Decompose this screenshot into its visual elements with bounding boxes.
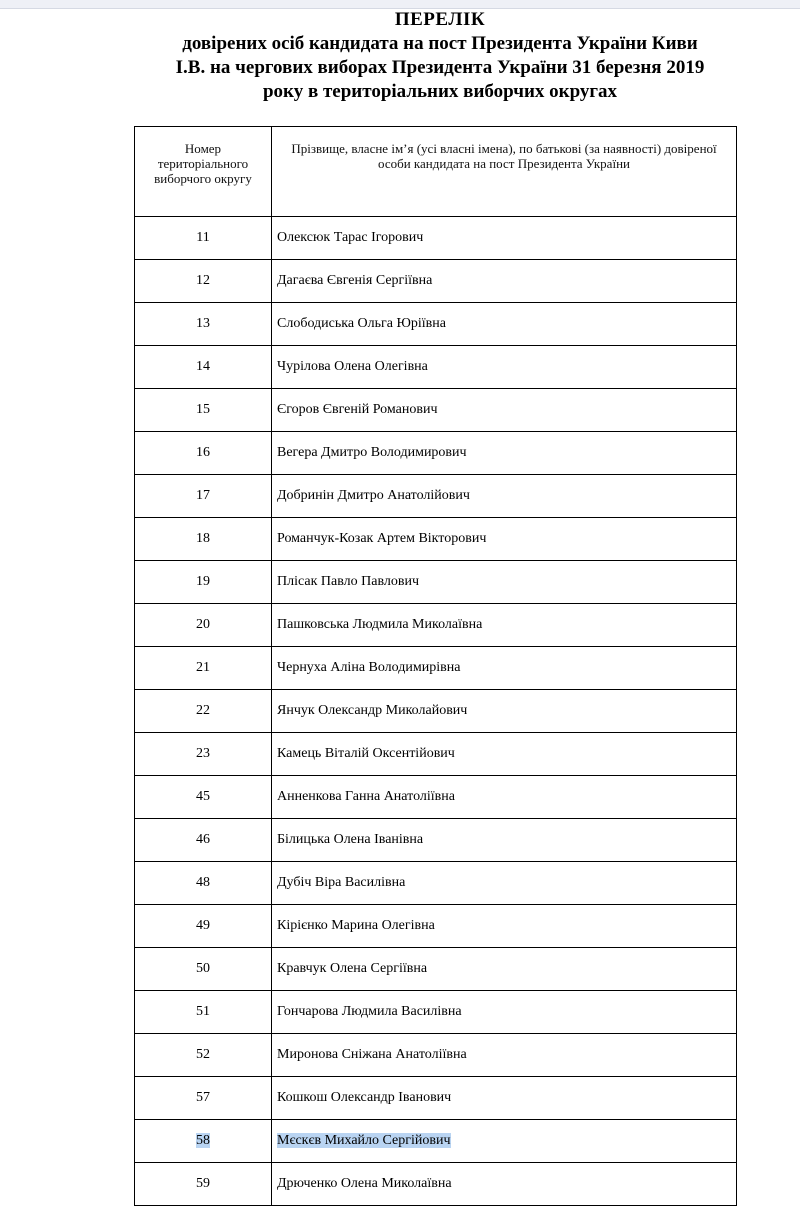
title-line-3: І.В. на чергових виборах Президента України 31 березня 2019	[175, 57, 705, 78]
trustee-name[interactable]: Кравчук Олена Сергіївна	[277, 961, 428, 976]
table-row	[135, 1120, 737, 1163]
trustee-name[interactable]: Романчук-Козак Артем Вікторович	[277, 531, 487, 546]
district-number[interactable]: 45	[196, 789, 210, 804]
district-number[interactable]: 23	[196, 746, 210, 761]
district-number[interactable]: 22	[196, 703, 210, 718]
district-number[interactable]: 20	[196, 617, 210, 632]
table-body	[135, 217, 737, 1206]
district-number[interactable]: 49	[196, 918, 210, 933]
district-number-cell	[135, 1077, 272, 1120]
document-title	[0, 8, 800, 104]
trustee-name[interactable]: Дубіч Віра Василівна	[277, 875, 406, 890]
table-row	[135, 690, 737, 733]
trustee-name[interactable]: Дрюченко Олена Миколаївна	[277, 1176, 452, 1191]
table-row	[135, 475, 737, 518]
district-number-cell	[135, 432, 272, 475]
trustee-name[interactable]: Чернуха Аліна Володимирівна	[277, 660, 461, 675]
trustee-name[interactable]: Добринін Дмитро Анатолійович	[277, 488, 470, 503]
trustee-name-cell	[272, 518, 737, 561]
title-line-1: ПЕРЕЛІК	[394, 9, 486, 30]
title-line-2: довірених осіб кандидата на пост Президента України Киви	[182, 33, 698, 54]
table-row	[135, 604, 737, 647]
table-row	[135, 518, 737, 561]
header-district-number: Номер територіального виборчого округу	[135, 127, 272, 217]
district-number[interactable]: 19	[196, 574, 210, 589]
table-header-row	[135, 127, 737, 217]
district-number[interactable]: 12	[196, 273, 210, 288]
district-number-cell	[135, 690, 272, 733]
table-row	[135, 991, 737, 1034]
trustee-name-cell	[272, 1034, 737, 1077]
table-row	[135, 389, 737, 432]
trustee-name[interactable]: Дагаєва Євгенія Сергіївна	[277, 273, 433, 288]
trustee-name-cell	[272, 690, 737, 733]
trustee-name-cell	[272, 303, 737, 346]
table-row	[135, 733, 737, 776]
table-row	[135, 862, 737, 905]
district-number[interactable]: 48	[196, 875, 210, 890]
table-row	[135, 1077, 737, 1120]
table-row	[135, 647, 737, 690]
district-number[interactable]: 21	[196, 660, 210, 675]
table-row	[135, 819, 737, 862]
district-number[interactable]: 52	[196, 1047, 210, 1062]
district-number-cell	[135, 733, 272, 776]
trustee-name[interactable]: Пашковська Людмила Миколаївна	[277, 617, 483, 632]
district-number[interactable]: 18	[196, 531, 210, 546]
trustee-name[interactable]: Слободиська Ольга Юріївна	[277, 316, 446, 331]
trustee-name[interactable]: Кошкош Олександр Іванович	[277, 1090, 452, 1105]
trustee-name-cell	[272, 1120, 737, 1163]
district-number[interactable]: 57	[196, 1090, 210, 1105]
district-number-cell	[135, 905, 272, 948]
trustees-table	[134, 126, 737, 1206]
table-row	[135, 905, 737, 948]
trustee-name-cell	[272, 432, 737, 475]
district-number-cell	[135, 948, 272, 991]
trustee-name[interactable]: Камець Віталій Оксентійович	[277, 746, 455, 761]
table-row	[135, 217, 737, 260]
trustee-name-cell	[272, 561, 737, 604]
table-row	[135, 303, 737, 346]
trustee-name[interactable]: Чурілова Олена Олегівна	[277, 359, 428, 374]
trustee-name[interactable]: Миронова Сніжана Анатоліївна	[277, 1047, 467, 1062]
district-number[interactable]: 15	[196, 402, 210, 417]
district-number-cell	[135, 260, 272, 303]
district-number[interactable]: 59	[196, 1176, 210, 1191]
district-number-cell	[135, 819, 272, 862]
table-row	[135, 346, 737, 389]
district-number[interactable]: 16	[196, 445, 210, 460]
table-row	[135, 1034, 737, 1077]
table-row	[135, 948, 737, 991]
trustee-name[interactable]: Білицька Олена Іванівна	[277, 832, 424, 847]
district-number-cell	[135, 1120, 272, 1163]
district-number-cell	[135, 604, 272, 647]
trustee-name-cell	[272, 733, 737, 776]
district-number-cell	[135, 475, 272, 518]
trustee-name-cell	[272, 819, 737, 862]
district-number[interactable]: 50	[196, 961, 210, 976]
table-row	[135, 561, 737, 604]
district-number[interactable]: 51	[196, 1004, 210, 1019]
trustee-name[interactable]: Янчук Олександр Миколайович	[277, 703, 468, 718]
trustee-name-cell	[272, 1077, 737, 1120]
district-number-cell	[135, 776, 272, 819]
trustee-name-cell	[272, 647, 737, 690]
trustee-name-cell	[272, 862, 737, 905]
district-number[interactable]: 58	[196, 1133, 210, 1148]
district-number[interactable]: 14	[196, 359, 210, 374]
district-number-cell	[135, 217, 272, 260]
trustee-name-cell	[272, 389, 737, 432]
district-number[interactable]: 11	[196, 230, 210, 245]
table-row	[135, 432, 737, 475]
title-line-4: року в територіальних виборчих округах	[262, 81, 618, 102]
header-trustee-name: Прізвище, власне ім’я (усі власні імена), по батькові (за наявності) довіреної особи кандидата на пост Президента України	[272, 127, 737, 217]
district-number-cell	[135, 518, 272, 561]
trustee-name[interactable]: Кірієнко Марина Олегівна	[277, 918, 435, 933]
trustee-name-cell	[272, 1163, 737, 1206]
district-number[interactable]: 13	[196, 316, 210, 331]
trustee-name[interactable]: Гончарова Людмила Василівна	[277, 1004, 462, 1019]
trustee-name-cell	[272, 217, 737, 260]
trustee-name-cell	[272, 991, 737, 1034]
trustee-name[interactable]: Анненкова Ганна Анатоліївна	[277, 789, 455, 804]
district-number-cell	[135, 991, 272, 1034]
trustee-name-cell	[272, 346, 737, 389]
district-number-cell	[135, 862, 272, 905]
trustee-name-cell	[272, 604, 737, 647]
district-number[interactable]: 17	[196, 488, 210, 503]
district-number-cell	[135, 346, 272, 389]
district-number-cell	[135, 303, 272, 346]
district-number-cell	[135, 389, 272, 432]
district-number[interactable]: 46	[196, 832, 210, 847]
trustee-name-cell	[272, 776, 737, 819]
table-row	[135, 260, 737, 303]
trustee-name-cell	[272, 260, 737, 303]
table-row	[135, 1163, 737, 1206]
district-number-cell	[135, 1034, 272, 1077]
trustee-name[interactable]: Вегера Дмитро Володимирович	[277, 445, 467, 460]
trustee-name[interactable]: Мєскєв Михайло Сергійович	[277, 1133, 451, 1148]
trustee-name-cell	[272, 475, 737, 518]
district-number-cell	[135, 1163, 272, 1206]
district-number-cell	[135, 561, 272, 604]
table-row	[135, 776, 737, 819]
district-number-cell	[135, 647, 272, 690]
trustee-name-cell	[272, 948, 737, 991]
trustee-name[interactable]: Єгоров Євгеній Романович	[277, 402, 438, 417]
trustee-name-cell	[272, 905, 737, 948]
trustee-name[interactable]: Олексюк Тарас Ігорович	[277, 230, 424, 245]
trustee-name[interactable]: Плісак Павло Павлович	[277, 574, 420, 589]
